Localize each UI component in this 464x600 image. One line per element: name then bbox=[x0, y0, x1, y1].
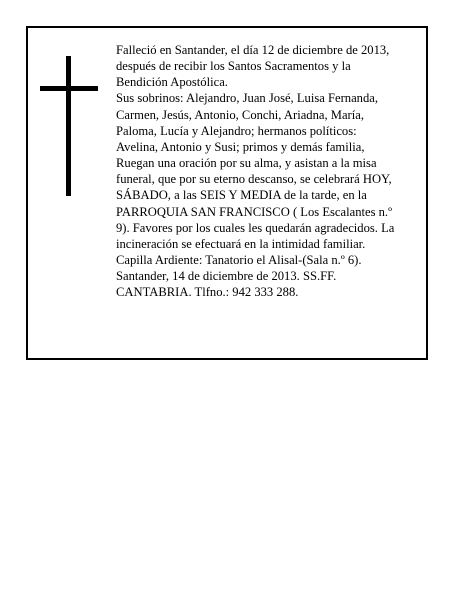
cross-vertical-bar bbox=[66, 56, 71, 196]
notice-line: Paloma, Lucía y Alejandro; hermanos políticos: bbox=[116, 123, 357, 138]
notice-line: CANTABRIA. Tlfno.: 942 333 288. bbox=[116, 285, 299, 300]
cross-icon bbox=[40, 56, 96, 196]
notice-line: Ruegan una oración por su alma, y asistan a la misa bbox=[116, 156, 377, 171]
notice-line: Bendición Apostólica. bbox=[116, 75, 228, 90]
obituary-text bbox=[116, 42, 420, 301]
cross-horizontal-bar bbox=[40, 86, 98, 91]
notice-line: Avelina, Antonio y Susi; primos y demás familia, bbox=[116, 139, 365, 154]
notice-line: PARROQUIA SAN FRANCISCO ( Los Escalantes n.º bbox=[116, 204, 392, 219]
obituary-notice-frame bbox=[26, 26, 428, 360]
notice-line: Sus sobrinos: Alejandro, Juan José, Luisa Fernanda, bbox=[116, 91, 378, 106]
notice-line: Santander, 14 de diciembre de 2013. SS.FF. bbox=[116, 269, 337, 284]
notice-line: después de recibir los Santos Sacramentos y la bbox=[116, 59, 351, 74]
notice-line: Carmen, Jesús, Antonio, Conchi, Ariadna, María, bbox=[116, 107, 364, 122]
notice-line: Falleció en Santander, el día 12 de diciembre de 2013, bbox=[116, 43, 390, 57]
notice-line: SÁBADO, a las SEIS Y MEDIA de la tarde, en la bbox=[116, 188, 367, 203]
notice-line: funeral, que por su eterno descanso, se celebrará HOY, bbox=[116, 172, 392, 187]
notice-line: incineración se efectuará en la intimidad familiar. bbox=[116, 236, 366, 251]
notice-line: Capilla Ardiente: Tanatorio el Alisal-(Sala n.º 6). bbox=[116, 253, 362, 268]
notice-line: 9). Favores por los cuales les quedarán agradecidos. La bbox=[116, 220, 395, 235]
